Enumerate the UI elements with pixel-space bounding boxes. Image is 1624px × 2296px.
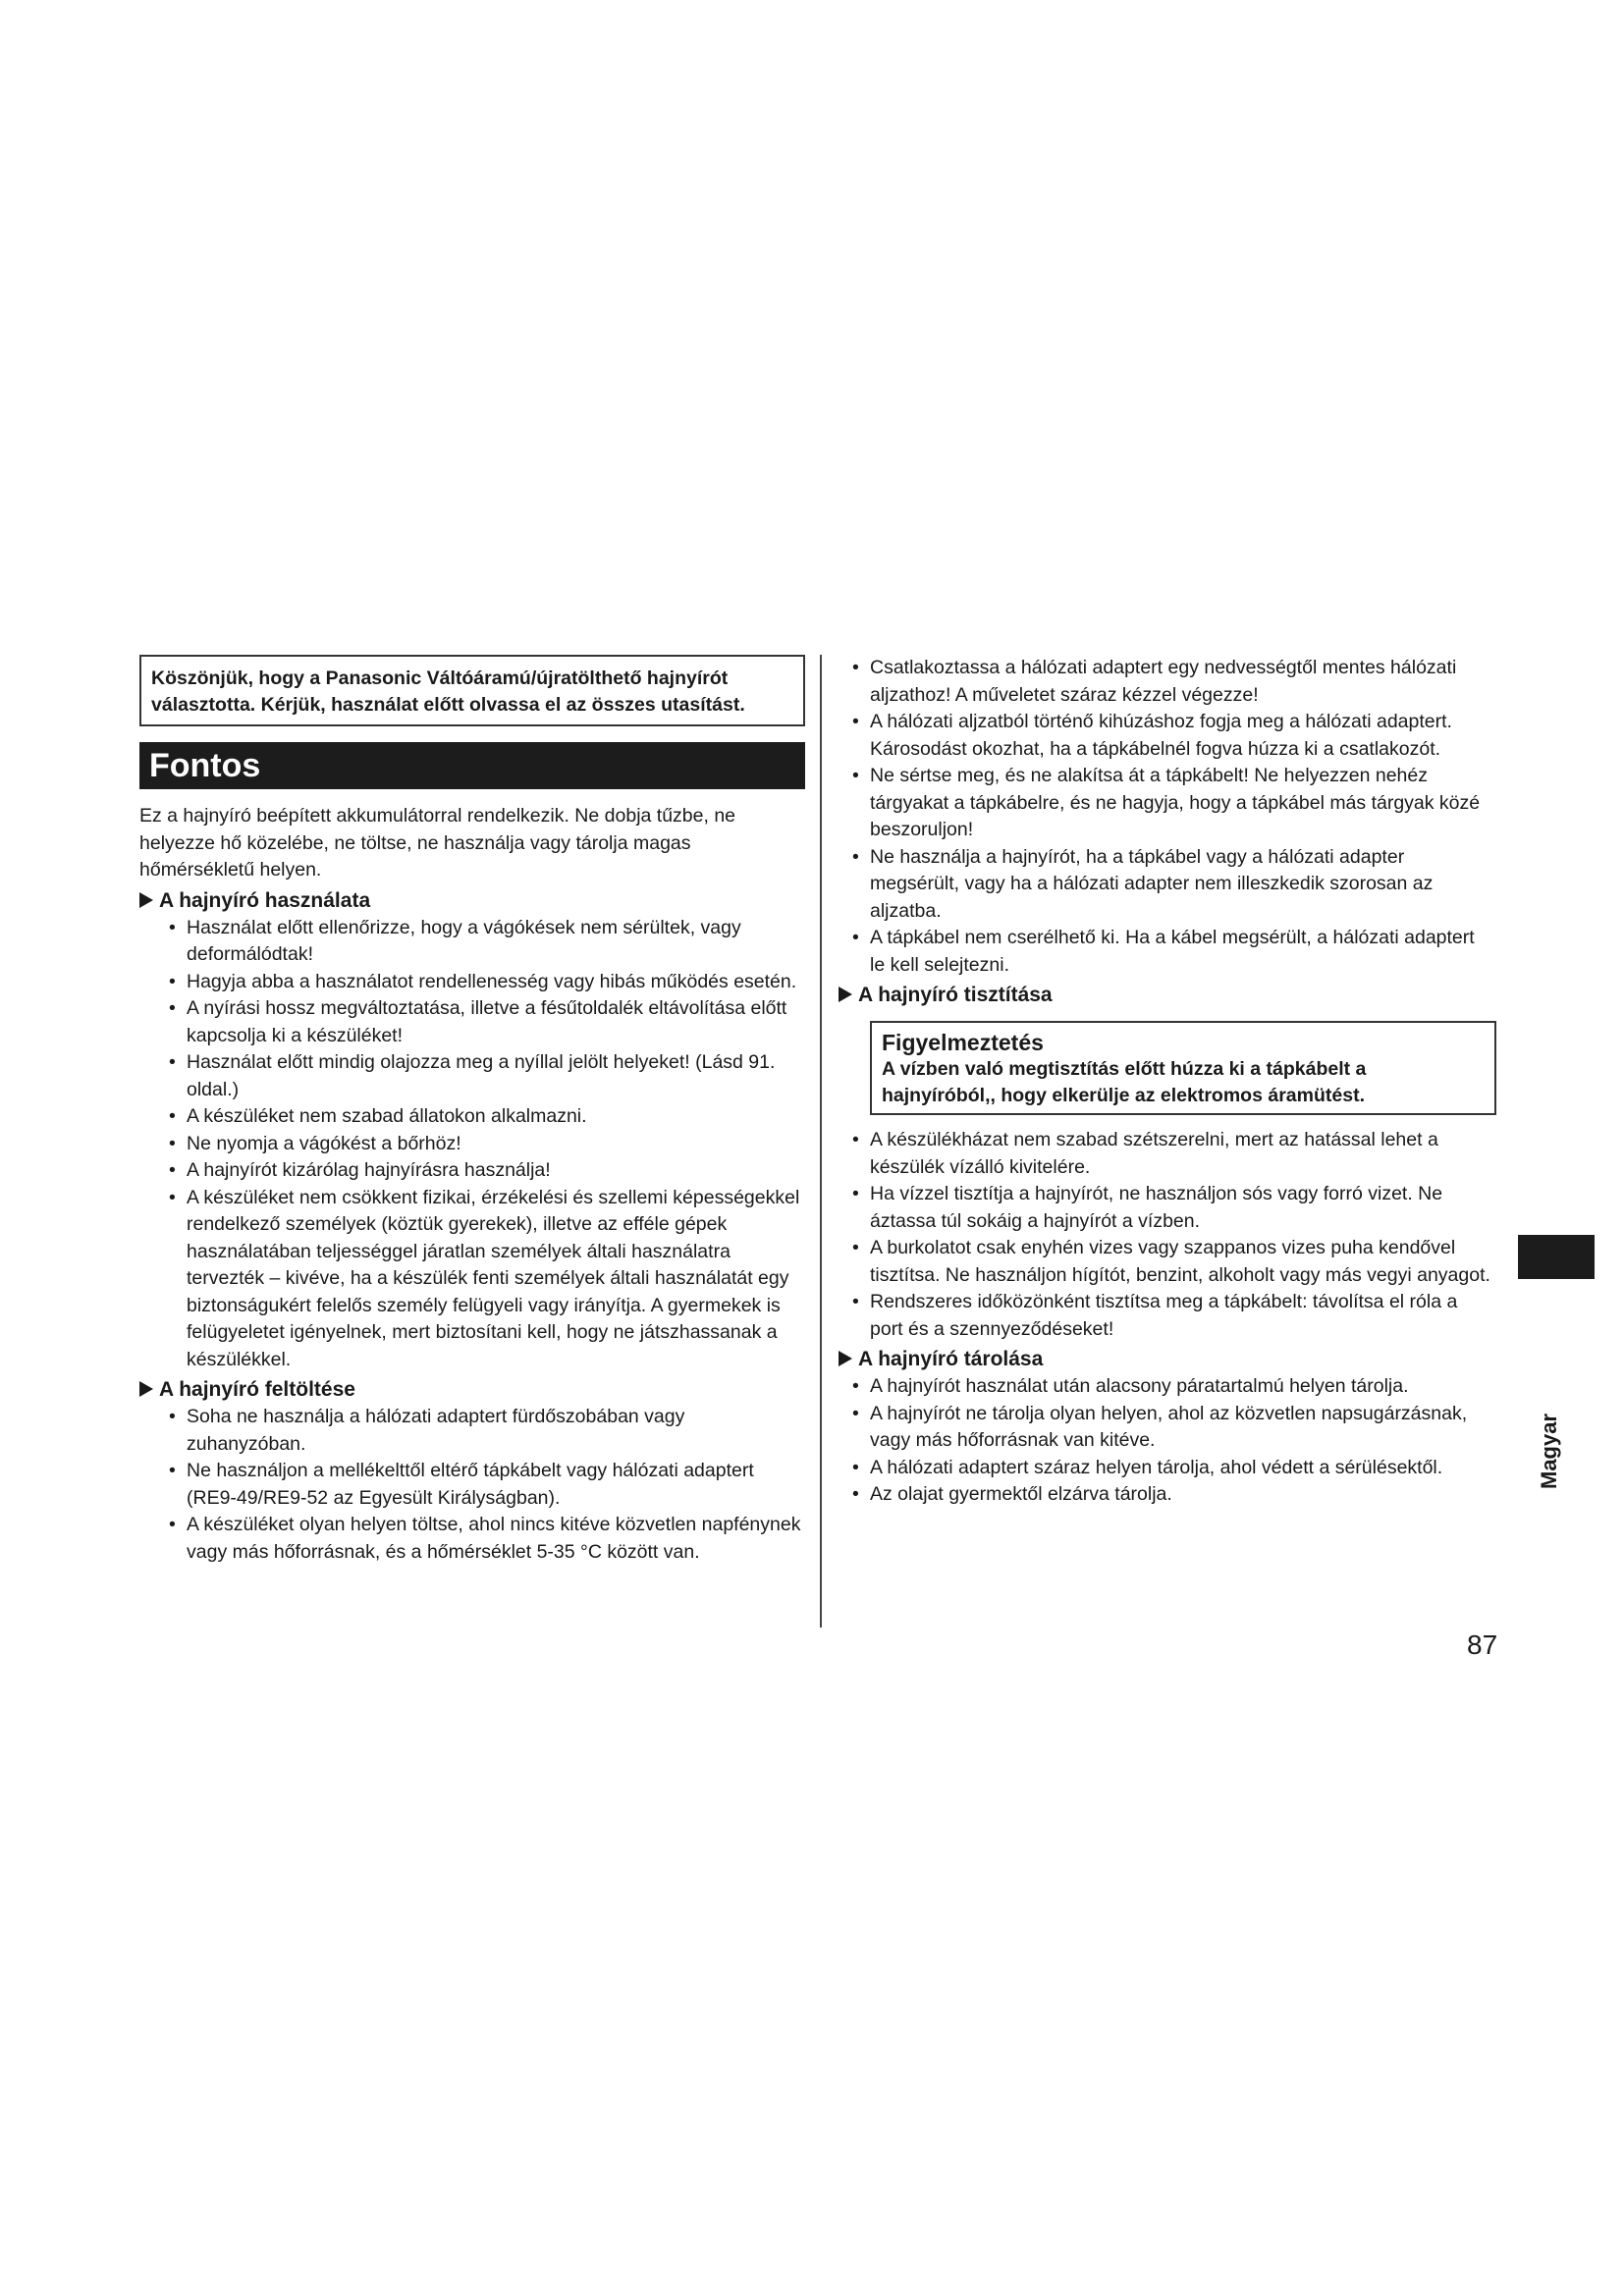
list-item: • A készüléket nem szabad állatokon alkalmazni. xyxy=(169,1103,805,1131)
warning-title: Figyelmeztetés xyxy=(882,1030,1044,1055)
triangle-arrow-icon xyxy=(839,987,852,1002)
list-item: • A burkolatot csak enyhén vizes vagy szappanos vizes puha kendővel tisztítsa. Ne használjon hígítót, benzint, alkoholt vagy más vegyi anyagot. xyxy=(852,1235,1494,1289)
warning-box xyxy=(870,1021,1496,1115)
language-tab-marker xyxy=(1518,1235,1595,1279)
charging-list-continued xyxy=(839,655,1494,979)
list-item: • A készülékházat nem szabad szétszerelni, mert az hatással lehet a készülék vízálló kivitelére. xyxy=(852,1127,1494,1181)
list-item: • Rendszeres időközönként tisztítsa meg a tápkábelt: távolítsa el róla a port és a szennyeződéseket! xyxy=(852,1289,1494,1343)
list-item: • A készüléket nem csökkent fizikai, érzékelési és szellemi képességekkel rendelkező személyek (köztük gyerekek), illetve az efféle gépek használatában teljességgel járatlan személyek általi használatra tervezték – kivéve, ha a készülék fenti személyek általi használatát egy biztonságukért felelős személy felügyeli vagy irányítja. A gyermekek is felügyeletet igényelnek, mert biztosítani kell, hogy ne játszhassanak a készülékkel. xyxy=(169,1185,805,1374)
column-divider xyxy=(820,655,822,1628)
heading-usage: A hajnyíró használata xyxy=(139,886,805,915)
list-item: • A hálózati aljzatból történő kihúzáshoz fogja meg a hálózati adaptert. Károsodást okozhat, ha a tápkábelnél fogva húzza ki a csatlakozót. xyxy=(852,709,1494,763)
left-column xyxy=(139,655,805,1566)
triangle-arrow-icon xyxy=(839,1351,852,1366)
heading-cleaning: A hajnyíró tisztítása xyxy=(839,981,1494,1009)
list-item: • Az olajat gyermektől elzárva tárolja. xyxy=(852,1481,1494,1509)
list-item: • A hajnyírót használat után alacsony páratartalmú helyen tárolja. xyxy=(852,1373,1494,1401)
list-item: • Használat előtt ellenőrizze, hogy a vágókések nem sérültek, vagy deformálódtak! xyxy=(169,915,805,969)
heading-storage: A hajnyíró tárolása xyxy=(839,1345,1494,1373)
cleaning-list xyxy=(839,1127,1494,1343)
battery-warning-paragraph: Ez a hajnyíró beépített akkumulátorral rendelkezik. Ne dobja tűzbe, ne helyezze hő közelébe, ne töltse, ne használja vagy tárolja magas hőmérsékletű helyen. xyxy=(139,805,736,881)
list-item: • Csatlakoztassa a hálózati adaptert egy nedvességtől mentes hálózati aljzathoz! A műveletet száraz kézzel végezze! xyxy=(852,655,1494,709)
list-item: • A hajnyírót kizárólag hajnyírásra használja! xyxy=(169,1157,805,1185)
list-item: • A nyírási hossz megváltoztatása, illetve a fésűtoldalék eltávolítása előtt kapcsolja ki a készüléket! xyxy=(169,995,805,1049)
heading-charging: A hajnyíró feltöltése xyxy=(139,1375,805,1404)
list-item: • Ha vízzel tisztítja a hajnyírót, ne használjon sós vagy forró vizet. Ne áztassa túl sokáig a hajnyírót a vízben. xyxy=(852,1181,1494,1235)
list-item: • Ne használjon a mellékelttől eltérő tápkábelt vagy hálózati adaptert (RE9-49/RE9-52 az Egyesült Királyságban). xyxy=(169,1458,805,1512)
list-item: • Soha ne használja a hálózati adaptert fürdőszobában vagy zuhanyzóban. xyxy=(169,1404,805,1458)
language-label: Magyar xyxy=(1537,1413,1561,1489)
charging-list xyxy=(139,1404,805,1566)
triangle-arrow-icon xyxy=(139,892,153,908)
right-column xyxy=(839,655,1494,1509)
intro-box: Köszönjük, hogy a Panasonic Váltóáramú/újratölthető hajnyírót választotta. Kérjük, használat előtt olvassa el az összes utasítást. xyxy=(139,655,805,726)
warning-text: A vízben való megtisztítás előtt húzza ki a tápkábelt a hajnyíróból,, hogy elkerülje az elektromos áramütést. xyxy=(882,1058,1367,1106)
usage-list xyxy=(139,915,805,1374)
list-item: • A hálózati adaptert száraz helyen tárolja, ahol védett a sérülésektől. xyxy=(852,1455,1494,1482)
page-number: 87 xyxy=(1467,1629,1498,1660)
list-item: • A hajnyírót ne tárolja olyan helyen, ahol az közvetlen napsugárzásnak, vagy más hőforrásnak van kitéve. xyxy=(852,1401,1494,1455)
list-item: • Használat előtt mindig olajozza meg a nyíllal jelölt helyeket! (Lásd 91. oldal.) xyxy=(169,1049,805,1103)
list-item: • Ne használja a hajnyírót, ha a tápkábel vagy a hálózati adapter megsérült, vagy ha a hálózati adapter nem illeszkedik szorosan az aljzatba. xyxy=(852,844,1494,926)
list-item: • Ne sértse meg, és ne alakítsa át a tápkábelt! Ne helyezzen nehéz tárgyakat a tápkábelre, és ne hagyja, hogy a tápkábel más tárgyak közé beszoruljon! xyxy=(852,763,1494,844)
list-item: • A készüléket olyan helyen töltse, ahol nincs kitéve közvetlen napfénynek vagy más hőforrásnak, és a hőmérséklet 5-35 °C között van. xyxy=(169,1512,805,1566)
triangle-arrow-icon xyxy=(139,1381,153,1397)
section-banner: Fontos xyxy=(139,742,805,789)
list-item: • A tápkábel nem cserélhető ki. Ha a kábel megsérült, a hálózati adaptert le kell selejtezni. xyxy=(852,925,1494,979)
storage-list xyxy=(839,1373,1494,1509)
list-item: • Ne nyomja a vágókést a bőrhöz! xyxy=(169,1131,805,1158)
list-item: • Hagyja abba a használatot rendellenesség vagy hibás működés esetén. xyxy=(169,969,805,996)
